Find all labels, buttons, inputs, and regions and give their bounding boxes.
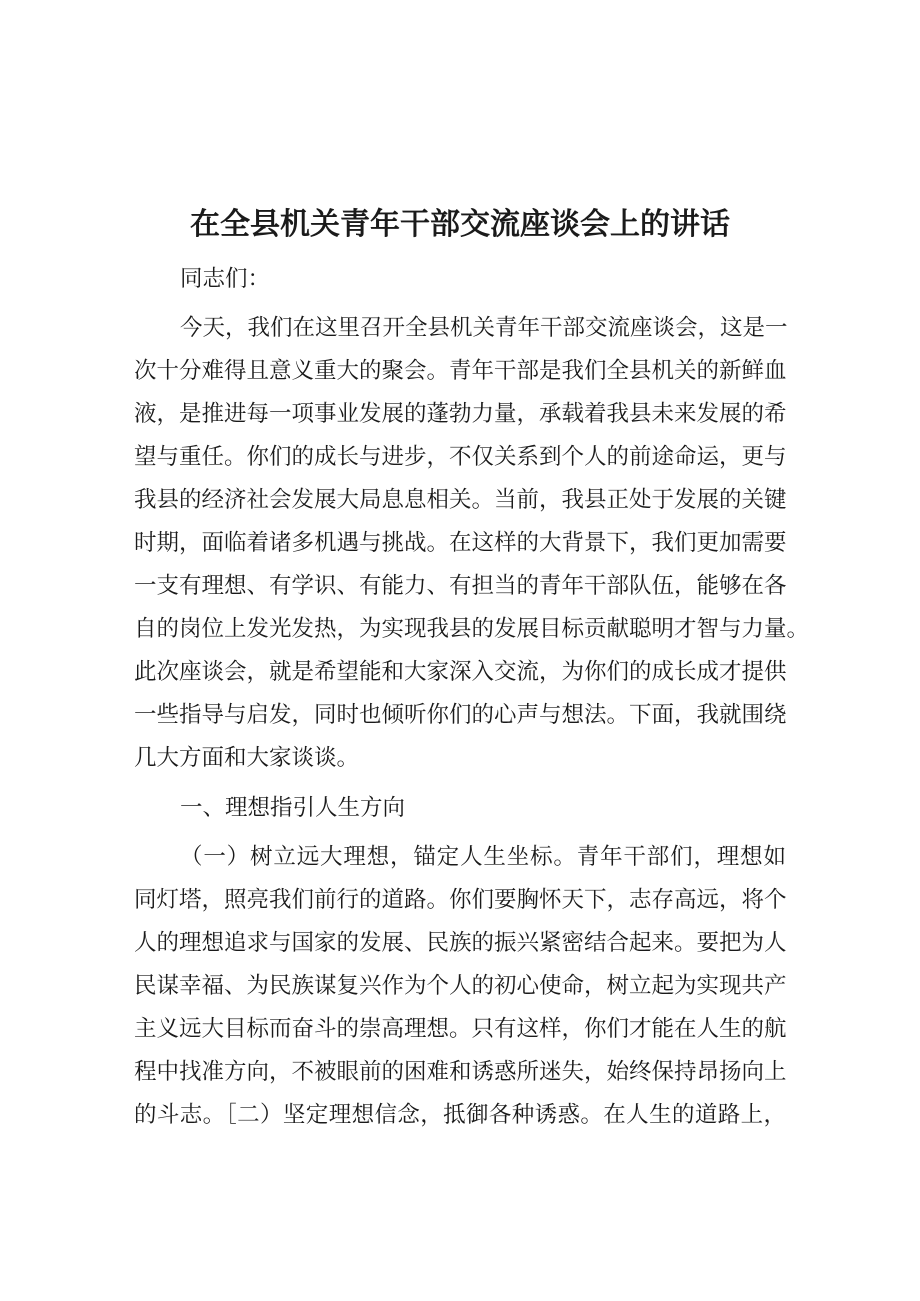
intro-line: 次十分难得且意义重大的聚会。青年干部是我们全县机关的新鲜血	[134, 358, 787, 384]
intro-line: 几大方面和大家谈谈。	[134, 745, 360, 771]
intro-line: 自的岗位上发光发热，为实现我县的发展目标贡献聪明才智与力量。	[134, 616, 810, 642]
section-line: 人的理想追求与国家的发展、民族的振兴紧密结合起来。要把为人	[134, 930, 787, 956]
document-title: 在全县机关青年干部交流座谈会上的讲话	[190, 207, 730, 242]
section-line: 主义远大目标而奋斗的崇高理想。只有这样，你们才能在人生的航	[134, 1016, 787, 1042]
intro-line: 我县的经济社会发展大局息息相关。当前，我县正处于发展的关键	[134, 487, 787, 513]
intro-line: 今天，我们在这里召开全县机关青年干部交流座谈会，这是一	[180, 315, 788, 341]
section-line: 的斗志。［二）坚定理想信念，抵御各种诱惑。在人生的道路上，	[134, 1102, 786, 1128]
section-line: （一）树立远大理想，锚定人生坐标。青年干部们，理想如	[180, 844, 786, 870]
intro-line: 一支有理想、有学识、有能力、有担当的青年干部队伍，能够在各	[134, 573, 787, 599]
intro-line: 一些指导与启发，同时也倾听你们的心声与想法。下面，我就围绕	[134, 702, 787, 728]
intro-line: 时期，面临着诸多机遇与挑战。在这样的大背景下，我们更加需要	[134, 530, 787, 556]
intro-line: 此次座谈会，就是希望能和大家深入交流，为你们的成长成才提供	[134, 659, 787, 685]
intro-line: 液，是推进每一项事业发展的蓬勃力量，承载着我县未来发展的希	[134, 401, 787, 427]
section-line: 民谋幸福、为民族谋复兴作为个人的初心使命，树立起为实现共产	[134, 973, 787, 999]
intro-line: 望与重任。你们的成长与进步，不仅关系到个人的前途命运，更与	[134, 444, 787, 470]
salutation: 同志们：	[180, 266, 271, 292]
section-line: 同灯塔，照亮我们前行的道路。你们要胸怀天下，志存高远，将个	[134, 887, 787, 913]
section-line: 程中找准方向，不被眼前的困难和诱惑所迷失，始终保持昂扬向上	[134, 1059, 787, 1085]
section-heading: 一、理想指引人生方向	[180, 795, 406, 821]
